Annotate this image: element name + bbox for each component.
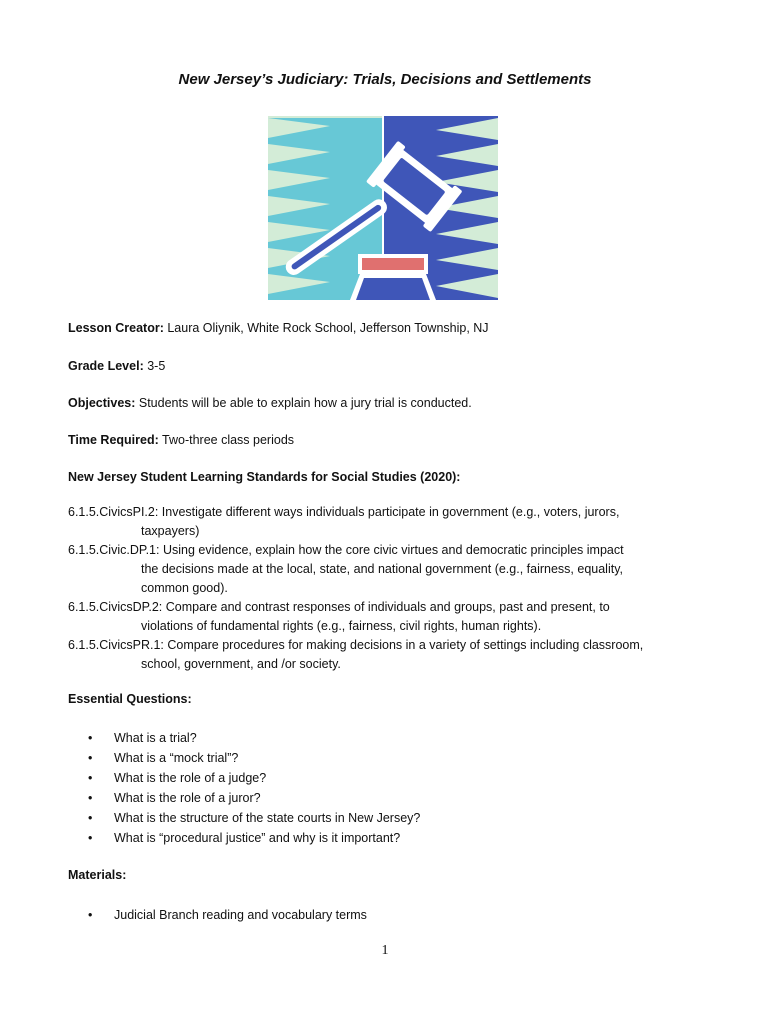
bullet-icon: • [88, 771, 93, 785]
lesson-creator-value: Laura Oliynik, White Rock School, Jefferson Township, NJ [167, 321, 489, 335]
time-required-label: Time Required: [68, 433, 159, 447]
objectives-label: Objectives: [68, 396, 136, 410]
standards-heading-text: New Jersey Student Learning Standards for Social Studies (2020): [68, 470, 461, 484]
objectives-value: Students will be able to explain how a jury trial is conducted. [138, 396, 472, 410]
list-item [88, 908, 367, 922]
time-required-value: Two-three class periods [162, 433, 295, 447]
bullet-icon: • [88, 731, 93, 745]
page-title: New Jersey’s Judiciary: Trials, Decisions and Settlements [178, 71, 592, 88]
standard-item: 6.1.5.Civic.DP.1: Using evidence, explain how the core civic virtues and democratic principles impact [68, 543, 624, 557]
standard-item-continued: the decisions made at the local, state, and national government (e.g., fairness, equality, [141, 562, 623, 576]
grade-level [68, 359, 165, 373]
page-number: 1 [381, 943, 389, 958]
question-text: What is a trial? [114, 731, 197, 745]
list-item [88, 831, 400, 845]
materials-heading [68, 868, 126, 882]
essential-questions-heading-text: Essential Questions: [68, 692, 192, 706]
list-item [88, 771, 266, 785]
essential-questions-heading [68, 692, 192, 706]
time-required [68, 433, 294, 447]
materials-heading-text: Materials: [68, 868, 127, 882]
list-item [88, 731, 197, 745]
question-text: What is the structure of the state courts in New Jersey? [114, 811, 421, 825]
objectives [68, 396, 472, 410]
bullet-icon: • [88, 791, 93, 805]
bullet-icon: • [88, 831, 93, 845]
gavel-icon [268, 116, 498, 300]
lesson-creator [68, 321, 489, 335]
question-text: What is the role of a juror? [114, 791, 261, 805]
standard-item-continued: common good). [141, 581, 228, 595]
list-item [88, 811, 420, 825]
list-item [88, 751, 238, 765]
standard-item-continued: violations of fundamental rights (e.g., fairness, civil rights, human rights). [141, 619, 542, 633]
list-item [88, 791, 261, 805]
standard-item-continued: taxpayers) [141, 524, 200, 538]
standard-item: 6.1.5.CivicsPI.2: Investigate different ways individuals participate in government (e.g., voters, jurors, [68, 505, 620, 519]
question-text: What is a “mock trial”? [114, 751, 239, 765]
question-text: What is “procedural justice” and why is it important? [114, 831, 401, 845]
bullet-icon: • [88, 908, 93, 922]
material-text: Judicial Branch reading and vocabulary terms [114, 908, 367, 922]
standard-item: 6.1.5.CivicsPR.1: Compare procedures for making decisions in a variety of settings including classroom, [68, 638, 644, 652]
grade-level-label: Grade Level: [68, 359, 144, 373]
standard-item: 6.1.5.CivicsDP.2: Compare and contrast responses of individuals and groups, past and present, to [68, 600, 610, 614]
bullet-icon: • [88, 811, 93, 825]
grade-level-value: 3-5 [147, 359, 166, 373]
bullet-icon: • [88, 751, 93, 765]
standards-list [68, 503, 718, 674]
question-text: What is the role of a judge? [114, 771, 267, 785]
lesson-creator-label: Lesson Creator: [68, 321, 164, 335]
standards-heading [68, 470, 460, 484]
standard-item-continued: school, government, and /or society. [141, 657, 341, 671]
